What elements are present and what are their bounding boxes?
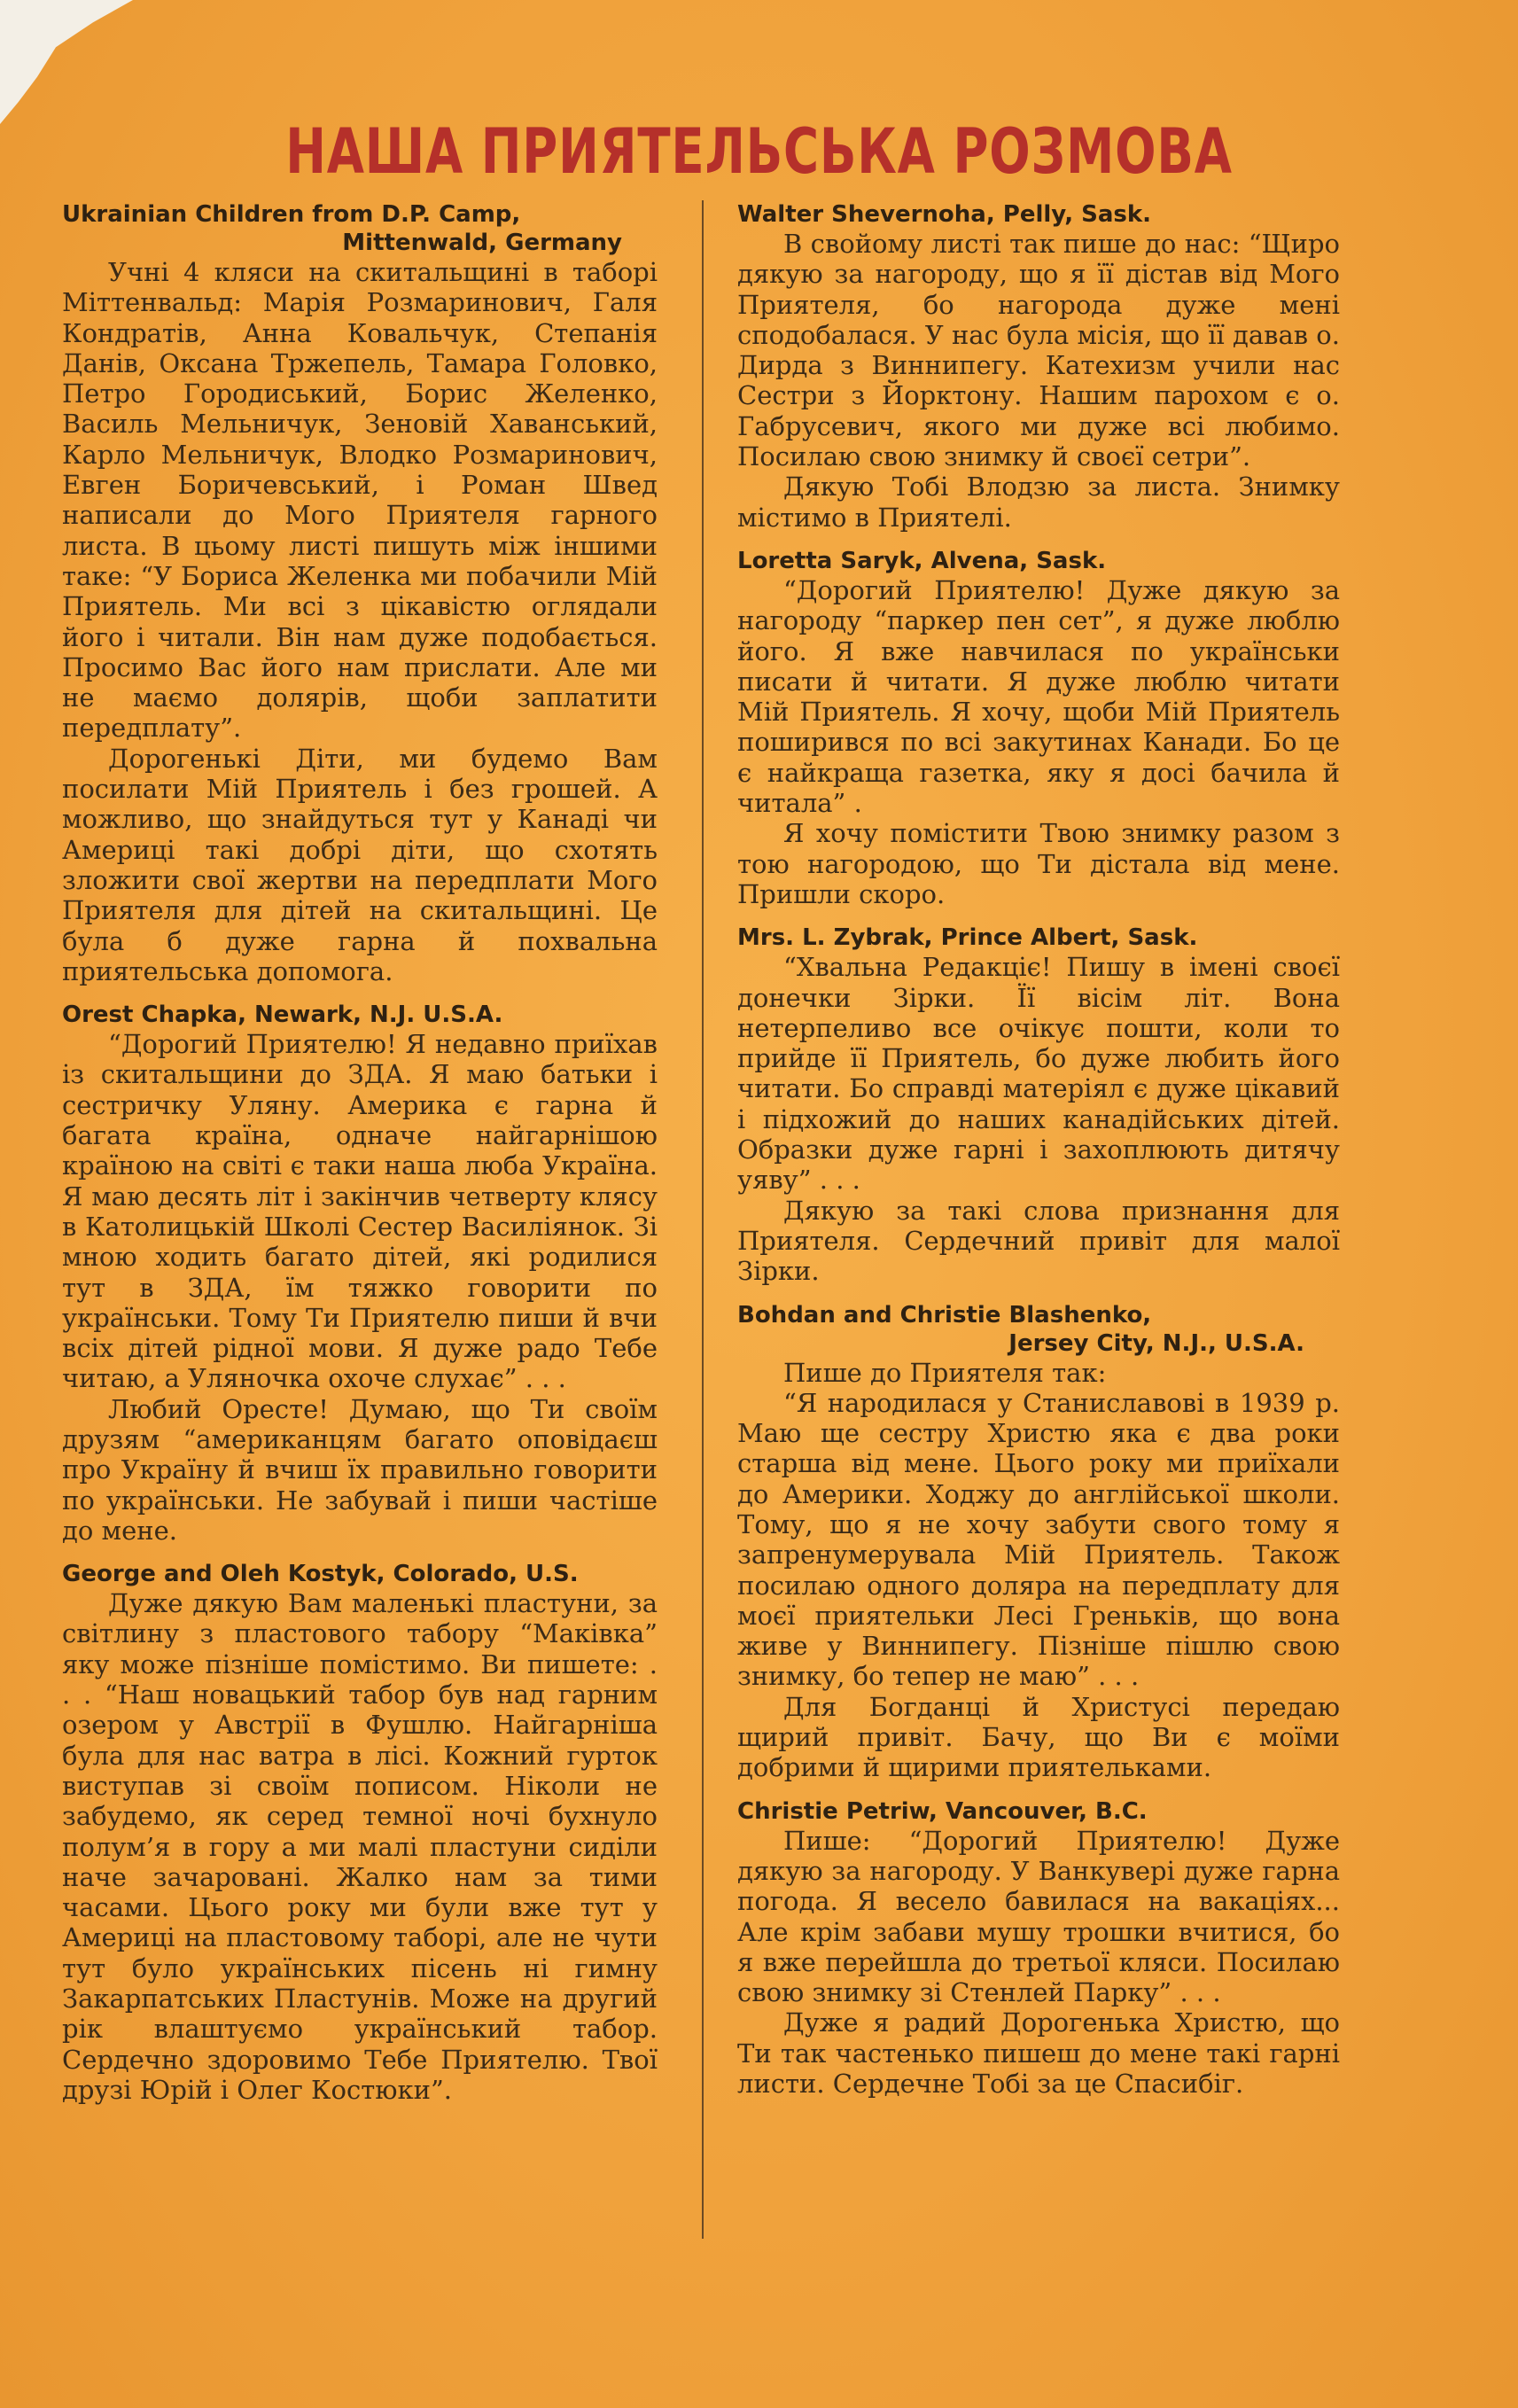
letter-entry xyxy=(62,1001,658,1546)
sender-name: Walter Shevernoha, Pelly, Sask. xyxy=(737,201,1152,228)
letter-paragraph: “Дорогий Приятелю! Дуже дякую за нагороду “паркер пен сет”, я дуже люблю його. Я вже навчилася по українськи писати й читати. Я дуже люблю читати Мій Приятель. Я хочу, щоби Мій Приятель поширився по всі закутинах Канади. Бо це є найкраща газетка, яку я досі бачила й читала” . xyxy=(737,574,1340,819)
letter-paragraph: Любий Оресте! Думаю, що Ти своїм друзям “американцям багато оповідаєш про Україну й вчиш їх правильно говорити по українськи. Не забувай і пиши частіше до мене. xyxy=(62,1393,658,1546)
letter-paragraph: Для Богданці й Христусі передаю щирий привіт. Бачу, що Ви є моїми добрими й щирими приятельками. xyxy=(737,1691,1340,1783)
letter-sender-heading xyxy=(737,547,1340,575)
letter-sender-heading xyxy=(62,1001,658,1029)
page-title: НАША ПРИЯТЕЛЬСЬКА РОЗМОВА xyxy=(285,115,1233,188)
letter-paragraph: Дуже я радий Дорогенька Христю, що Ти так частенько пишеш до мене такі гарні листи. Сердечне Тобі за це Спасибіг. xyxy=(737,2007,1340,2100)
letter-sender-heading xyxy=(737,1301,1340,1358)
letter-sender-heading xyxy=(737,1797,1340,1826)
letter-sender-heading xyxy=(737,200,1340,229)
letter-paragraph: Пише до Приятеля так: xyxy=(783,1357,1107,1388)
sender-name: Bohdan and Christie Blashenko, xyxy=(737,1301,1152,1329)
letter-paragraph: В свойому листі так пише до нас: “Щиро дякую за нагороду, що я її дістав від Мого Приятеля, бо нагорода дуже мені сподобалася. У нас була місія, що її давав о. Дирда з Виннипегу. Катехизм учили нас Сестри з Йорктону. Нашим парохом є о. Габрусевич, якого ми дуже всі любимо. Посилаю свою знимку й своєї сетри”. xyxy=(737,229,1340,472)
letter-entry xyxy=(737,1301,1340,1783)
letter-paragraph: “Я народилася у Станиславові в 1939 р. Маю ще сестру Христю яка є два роки старша від мене. Цього року ми приїхали до Америки. Ходжу до англійської школи. Тому, що я не хочу забути свого тому я запренумерувала Мій Приятель. Також посилаю одного доляра на передплату для моєї приятельки Лесі Греньків, що вона живе у Виннипегу. Пізніше пішлю свою знимку, бо тепер не маю” . . . xyxy=(737,1387,1340,1692)
letter-entry xyxy=(737,1797,1340,2100)
letter-entry xyxy=(737,547,1340,909)
sender-location: Jersey City, N.J., U.S.A. xyxy=(1008,1329,1304,1357)
letter-paragraph: Дорогенькі Діти, ми будемо Вам посилати Мій Приятель і без грошей. А можливо, що знайдуться тут у Канаді чи Америці такі добрі діти, що схотять зложити свої жертви на передплати Мого Приятеля для дітей на скитальщині. Це була б дуже гарна й похвальна приятельська допомога. xyxy=(62,743,658,986)
letter-entry xyxy=(62,200,658,986)
letter-paragraph: Пише: “Дорогий Приятелю! Дуже дякую за нагороду. У Ванкувері дуже гарна погода. Я весело бавилася на вакаціях... Але крім забави мушу трошки вчитися, бо я вже перейшла до третьої кляси. Посилаю свою знимку зі Стенлей Парку” . . . xyxy=(737,1825,1340,2008)
letter-sender-heading xyxy=(62,200,658,257)
letter-paragraph: Учні 4 кляси на скитальщині в таборі Міттенвальд: Марія Розмаринович, Галя Кондратів, Анна Ковальчук, Степанія Данів, Оксана Тржепель, Тамара Головко, Петро Городиський, Борис Желенко, Василь Мельничук, Зеновій Хаванський, Карло Мельничук, Влодко Розмаринович, Евген Боричевський, і Роман Швед написали до Мого Приятеля гарного листа. В цьому листі пишуть між іншими таке: “У Бориса Желенка ми побачили Мій Приятель. Ми всі з цікавістю оглядали його і читали. Він нам дуже подобається. Просимо Вас його нам прислати. Але ми не маємо долярів, щоби заплатити передплату”. xyxy=(62,257,658,744)
letter-paragraph: Дякую Тобі Влодзю за листа. Знимку містимо в Приятелі. xyxy=(737,471,1340,533)
sender-name: Ukrainian Children from D.P. Camp, xyxy=(62,201,521,228)
letter-paragraph: “Хвальна Редакціє! Пишу в імені своєї донечки Зірки. Її вісім літ. Вона нетерпеливо все очікує пошти, коли то прийде її Приятель, бо дуже любить його читати. Бо справді матеріял є дуже цікавий і підхожий до наших канадійських дітей. Образки дуже гарні і захоплюють дитячу уяву” . . . xyxy=(737,952,1340,1196)
left-column xyxy=(62,200,658,2105)
letter-paragraph: “Дорогий Приятелю! Я недавно приїхав із скитальщини до ЗДА. Я маю батьки і сестричку Уляну. Америка є гарна й багата країна, одначе найгарнішою країною на світі є таки наша люба Україна. Я маю десять літ і закінчив четверту клясу в Католицькій Школі Сестер Василіянок. Зі мною ходить багато дітей, які родилися тут в ЗДА, їм тяжко говорити по українськи. Тому Ти Приятелю пиши й вчи всіх дітей рідної мови. Я дуже радо Тебе читаю, а Уляночка охоче слухає” . . . xyxy=(62,1029,658,1394)
column-divider xyxy=(702,200,704,2239)
letter-paragraph: Я хочу помістити Твою знимку разом з тою нагородою, що Ти дістала від мене. Пришли скоро. xyxy=(737,818,1340,909)
letter-entry xyxy=(737,923,1340,1286)
letter-entry xyxy=(62,1560,658,2105)
sender-name: Orest Chapka, Newark, N.J. U.S.A. xyxy=(62,1001,503,1029)
sender-name: George and Oleh Kostyk, Colorado, U.S. xyxy=(62,1561,579,1588)
letter-paragraph: Дякую за такі слова признання для Приятеля. Сердечний привіт для малої Зірки. xyxy=(737,1195,1340,1287)
sender-location: Mittenwald, Germany xyxy=(342,230,622,256)
letter-entry xyxy=(737,200,1340,533)
letter-sender-heading xyxy=(62,1560,658,1588)
letter-sender-heading xyxy=(737,923,1340,952)
sender-name: Christie Petriw, Vancouver, B.C. xyxy=(737,1797,1148,1825)
right-column xyxy=(737,200,1340,2099)
sender-name: Mrs. L. Zybrak, Prince Albert, Sask. xyxy=(737,924,1198,952)
torn-page-corner xyxy=(0,0,133,124)
sender-name: Loretta Saryk, Alvena, Sask. xyxy=(737,547,1107,574)
letter-paragraph: Дуже дякую Вам маленькі пластуни, за світлину з пластового табору “Маківка” яку може пізніше помістимо. Ви пишете: . . . “Наш новацький табор був над гарним озером у Австрії в Фушлю. Найгарніша була для нас ватра в лісі. Кожний гурток виступав зі своїм пописом. Ніколи не забудемо, як серед темної ночі бухнуло полум’я в гору а ми малі пластуни сиділи наче зачаровані. Жалко нам за тими часами. Цього року ми були вже тут у Америці на пластовому таборі, але не чути тут було українських пісень ні гимну Закарпатських Пластунів. Може на другий рік влаштуємо український табор. Сердечно здоровимо Тебе Приятелю. Твої друзі Юрій і Олег Костюки”. xyxy=(62,1588,658,2105)
